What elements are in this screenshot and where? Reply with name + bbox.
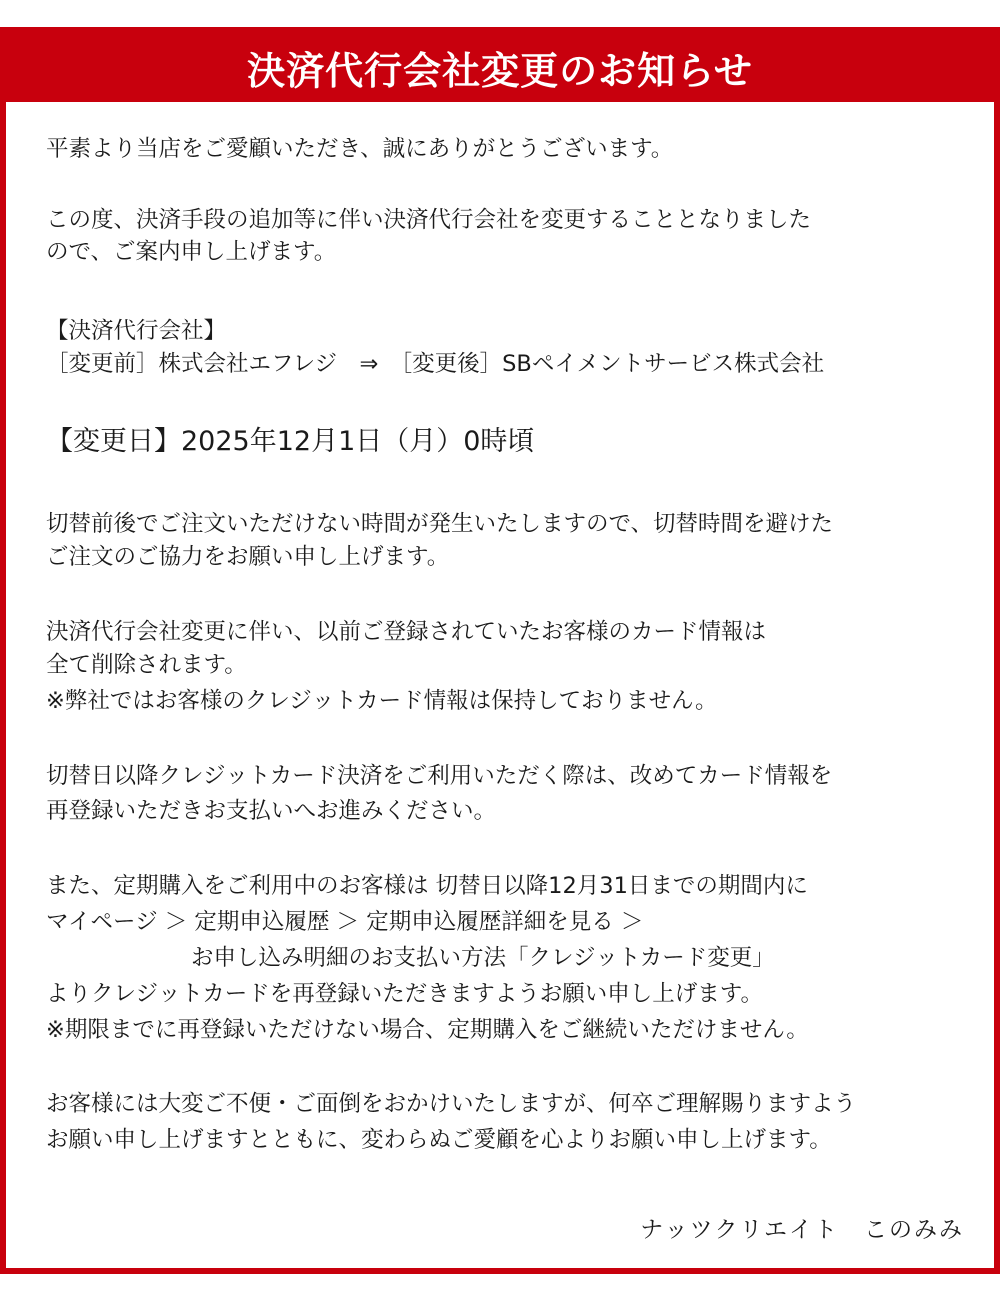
card-info-line-2: 全て削除されます。 <box>46 652 247 678</box>
notice-frame <box>0 27 1000 1274</box>
card-info-line-1: 決済代行会社変更に伴い、以前ご登録されていたお客様のカード情報は <box>46 619 767 645</box>
switch-note-line-1: 切替前後でご注文いただけない時間が発生いたしますので、切替時間を避けた <box>46 511 834 537</box>
subscription-line-4: よりクレジットカードを再登録いただきますようお願い申し上げます。 <box>46 981 763 1007</box>
switch-note-line-2: ご注文のご協力をお願い申し上げます。 <box>46 544 450 570</box>
subscription-path-line: マイページ ＞ 定期申込履歴 ＞ 定期申込履歴詳細を見る ＞ <box>46 909 644 935</box>
intro-line-2: ので、ご案内申し上げます。 <box>46 239 337 265</box>
subscription-path-continued: お申し込み明細のお支払い方法「クレジットカード変更」 <box>191 945 775 971</box>
signature: ナッツクリエイト このみみ <box>640 1217 964 1243</box>
reregister-line-1: 切替日以降クレジットカード決済をご利用いただく際は、改めてカード情報を <box>46 763 833 789</box>
subscription-note: ※期限までに再登録いただけない場合、定期購入をご継続いただけません。 <box>46 1017 809 1043</box>
closing-line-2: お願い申し上げますとともに、変わらぬご愛顧を心よりお願い申し上げます。 <box>46 1127 832 1153</box>
intro-line-1: この度、決済手段の追加等に伴い決済代行会社を変更することとなりました <box>46 207 812 233</box>
closing-line-1: お客様には大変ご不便・ご面倒をおかけいたしますが、何卒ご理解賜りますよう <box>46 1091 857 1117</box>
greeting-text: 平素より当店をご愛顧いただき、誠にありがとうございます。 <box>46 136 674 162</box>
card-info-note: ※弊社ではお客様のクレジットカード情報は保持しておりません。 <box>46 688 718 714</box>
subscription-line-1: また、定期購入をご利用中のお客様は 切替日以降12月31日までの期間内に <box>46 873 808 899</box>
change-date: 【変更日】2025年12月1日（月）0時頃 <box>46 426 535 457</box>
notice-title: 決済代行会社変更のお知らせ <box>247 49 753 93</box>
notice-header <box>6 33 994 102</box>
reregister-line-2: 再登録いただきお支払いへお進みください。 <box>46 798 497 824</box>
company-heading: 【決済代行会社】 <box>46 318 227 344</box>
company-change-line: ［変更前］株式会社エフレジ ⇒ ［変更後］SBペイメントサービス株式会社 <box>46 351 825 377</box>
